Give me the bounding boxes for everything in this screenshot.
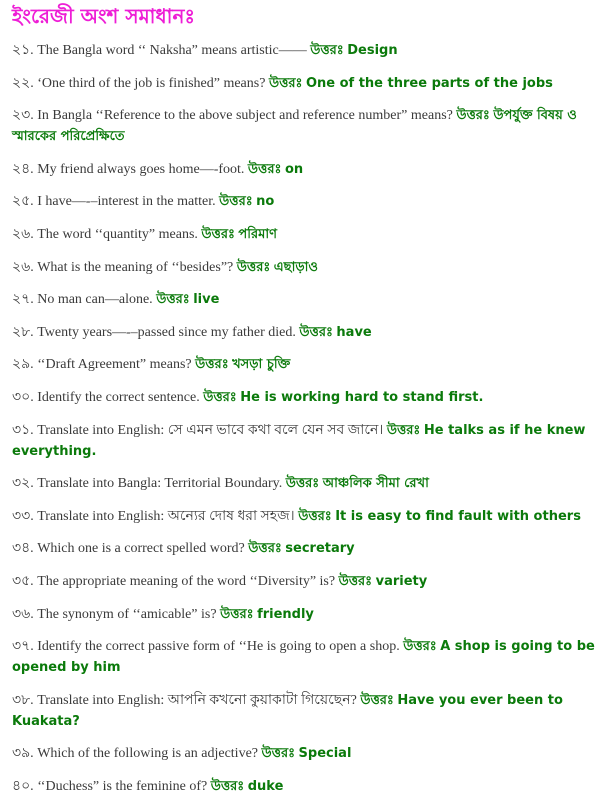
question-number: ৩৫. — [12, 573, 34, 589]
question-number: ২৬. — [12, 259, 34, 275]
question-text: The appropriate meaning of the word ‘‘Diversity” is? — [37, 573, 336, 589]
question-text: Which of the following is an adjective? — [37, 746, 259, 762]
question-number: ৩৮. — [12, 692, 34, 708]
list-item — [12, 354, 610, 375]
question-text: Which one is a correct spelled word? — [37, 541, 245, 557]
question-number: ২৮. — [12, 324, 34, 340]
list-item — [12, 420, 610, 462]
answer-label: উত্তরঃ — [195, 357, 229, 373]
question-number: ৩৯. — [12, 746, 34, 762]
answer-text: have — [336, 324, 372, 340]
answer-label: উত্তরঃ — [310, 43, 344, 58]
list-item — [12, 40, 610, 61]
list-item — [12, 506, 610, 527]
answer-label: উত্তরঃ — [298, 508, 332, 524]
answer-text: live — [193, 292, 220, 308]
list-item — [12, 159, 610, 180]
question-text: My friend always goes home—-foot. — [37, 161, 245, 177]
question-number: ২৬. — [12, 226, 34, 242]
answer-text: duke — [247, 778, 284, 794]
question-number: ৩৩. — [12, 508, 34, 524]
answer-label: উত্তরঃ — [201, 226, 235, 242]
question-number: ২৩. — [12, 108, 34, 124]
question-text: Translate into English: আপনি কখনো কুয়াকাটা গিয়েছেন? — [37, 692, 357, 708]
list-item — [12, 473, 610, 494]
question-text: Translate into English: সে এমন ভাবে কথা বলে যেন সব জানে। — [37, 422, 387, 438]
question-number: ৩১. — [12, 422, 34, 438]
answer-text: Have you ever been to Kuakata? — [12, 692, 563, 729]
list-item — [12, 636, 610, 678]
question-text: Identify the correct passive form of ‘‘He is going to open a shop. — [37, 639, 400, 655]
list-item — [12, 191, 610, 212]
answer-label: উত্তরঃ — [386, 422, 421, 438]
answer-text: One of the three parts of the jobs — [305, 75, 553, 91]
question-text: Twenty years—-–passed since my father died. — [37, 324, 296, 340]
answer-label: উত্তরঃ — [236, 259, 271, 275]
answer-label: উত্তরঃ — [285, 476, 320, 492]
answer-label: উত্তরঃ — [299, 324, 333, 340]
question-number: ২৫. — [12, 194, 34, 210]
question-number: ৩২. — [12, 476, 34, 492]
question-number: ২৪. — [12, 161, 34, 177]
question-text: In Bangla ‘‘Reference to the above subject and reference number” means? — [37, 108, 453, 124]
answer-text: He talks as if he knew everything. — [12, 422, 586, 459]
answer-label: উত্তরঃ — [456, 108, 490, 124]
question-text: No man can—alone. — [37, 292, 153, 308]
list-item — [12, 257, 610, 278]
question-number: ৩৭. — [12, 639, 34, 655]
answer-text: Special — [298, 746, 352, 762]
question-text: Translate into Bangla: Territorial Boundary. — [37, 476, 283, 492]
answer-text: friendly — [257, 606, 314, 622]
answer-text: no — [256, 194, 275, 210]
answer-text: It is easy to find fault with others — [335, 508, 581, 524]
answer-text: খসড়া চুক্তি — [232, 357, 291, 373]
question-number: ২১. — [12, 43, 34, 58]
answer-label: উত্তরঃ — [248, 541, 282, 557]
answer-label: উত্তরঃ — [156, 292, 190, 308]
answer-label: উত্তরঃ — [203, 389, 237, 405]
question-number: ২৯. — [12, 357, 34, 373]
list-item — [12, 322, 610, 343]
list-item — [12, 743, 610, 764]
question-text: The Bangla word ‘‘ Naksha” means artistic—— — [37, 43, 307, 58]
question-number: ৩৬. — [12, 606, 34, 622]
question-text: The word ‘‘quantity” means. — [37, 226, 198, 242]
answer-text: Design — [347, 43, 398, 58]
page-title: ইংরেজী অংশ সমাধানঃ — [12, 4, 196, 28]
answer-label: উত্তরঃ — [220, 606, 254, 622]
list-item — [12, 538, 610, 559]
answer-label: উত্তরঃ — [210, 778, 245, 794]
list-item — [12, 73, 610, 94]
question-number: ২২. — [12, 75, 34, 91]
answer-label: উত্তরঃ — [360, 692, 394, 708]
qa-list — [12, 40, 610, 797]
answer-text: উপর্যুক্ত বিষয় ও স্মারকের পরিপ্রেক্ষিতে — [12, 108, 577, 145]
answer-text: আঞ্চলিক সীমা রেখা — [322, 476, 429, 492]
list-item — [12, 571, 610, 592]
answer-label: উত্তরঃ — [338, 573, 373, 589]
question-text: What is the meaning of ‘‘besides”? — [37, 259, 234, 275]
answer-label: উত্তরঃ — [247, 161, 282, 177]
list-item — [12, 224, 610, 245]
answer-text: variety — [375, 573, 428, 589]
list-item — [12, 604, 610, 625]
list-item — [12, 776, 610, 797]
question-text: ‘‘Draft Agreement” means? — [37, 357, 192, 373]
question-number: ২৭. — [12, 292, 34, 308]
question-text: ‘‘Duchess” is the feminine of? — [37, 778, 208, 794]
question-text: The synonym of ‘‘amicable” is? — [37, 606, 217, 622]
answer-label: উত্তরঃ — [219, 194, 253, 210]
list-item — [12, 387, 610, 408]
question-text: I have—-–interest in the matter. — [37, 194, 216, 210]
answer-label: উত্তরঃ — [403, 639, 437, 655]
answer-text: He is working hard to stand first. — [240, 389, 484, 405]
answer-text: এছাড়াও — [273, 259, 318, 275]
question-text: ‘One third of the job is finished” means? — [37, 75, 266, 91]
answer-text: পরিমাণ — [238, 226, 277, 242]
answer-label: উত্তরঃ — [261, 746, 296, 762]
answer-text: on — [284, 161, 304, 177]
question-number: ৩০. — [12, 389, 34, 405]
question-number: ৩৪. — [12, 541, 34, 557]
answer-label: উত্তরঃ — [268, 75, 303, 91]
list-item — [12, 690, 610, 732]
question-number: ৪০. — [12, 778, 34, 794]
list-item — [12, 289, 610, 310]
answer-text: secretary — [285, 541, 355, 557]
answer-text: A shop is going to be opened by him — [12, 639, 595, 676]
question-text: Identify the correct sentence. — [37, 389, 200, 405]
list-item — [12, 105, 610, 147]
question-text: Translate into English: অন্যের দোষ ধরা সহজ। — [37, 508, 295, 524]
